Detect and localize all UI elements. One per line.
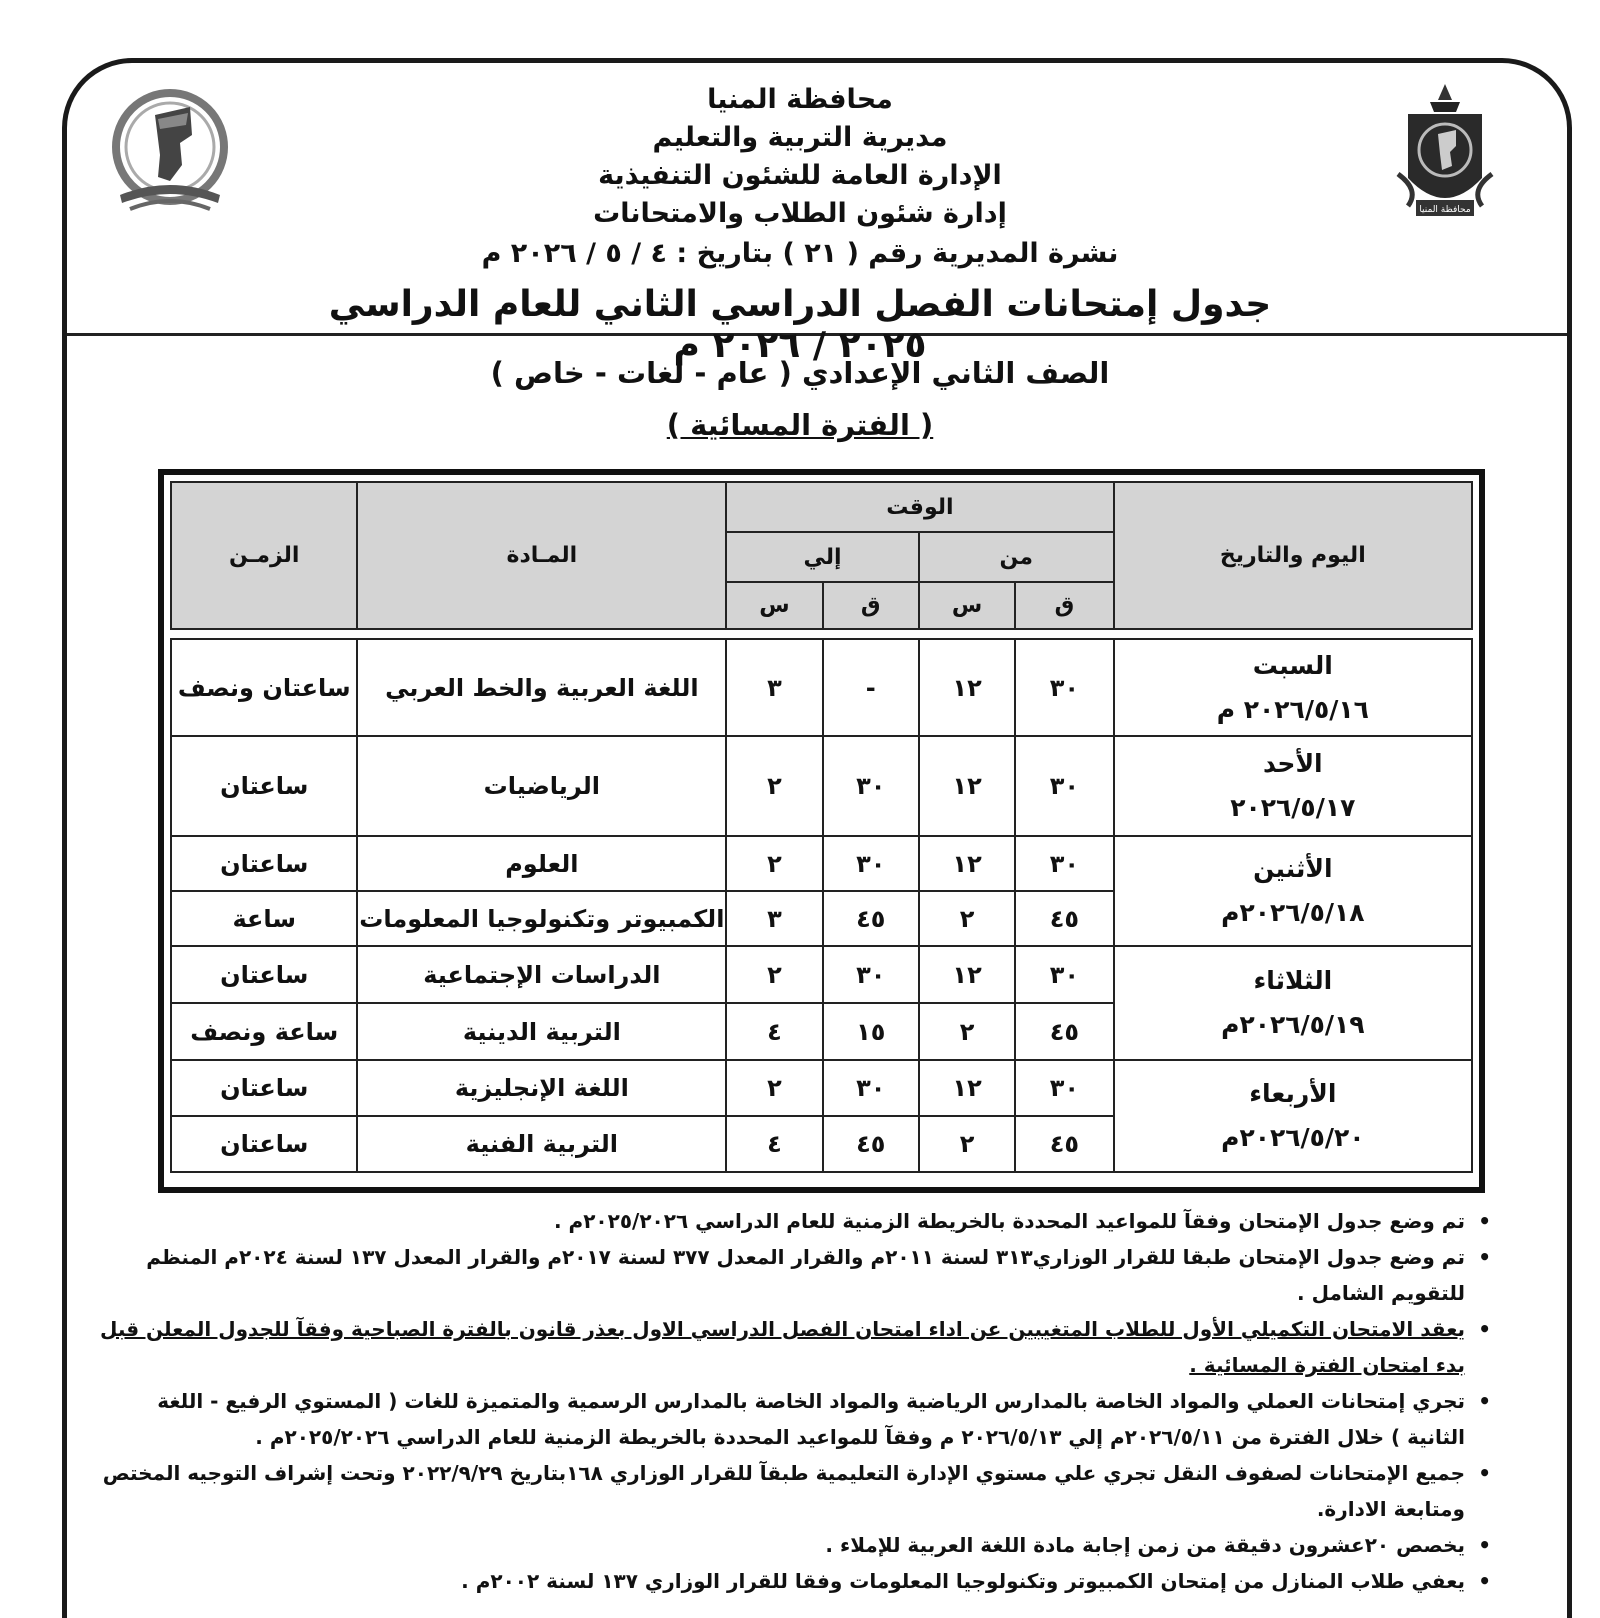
notes-list <box>95 1203 1495 1599</box>
day-date-cell <box>1114 1060 1472 1172</box>
document-title: جدول إمتحانات الفصل الدراسي الثاني للعام الدراسي ٢٠٢٥ / ٢٠٢٦ م <box>328 284 1272 366</box>
to-hour: ٢ <box>726 1060 822 1116</box>
table-row <box>171 639 1472 736</box>
subject: التربية الفنية <box>357 1116 726 1172</box>
from-minutes: ٣٠ <box>1015 639 1113 736</box>
to-minutes: ١٥ <box>823 1003 919 1060</box>
table-row <box>171 946 1472 1003</box>
from-hour: ١٢ <box>919 1060 1015 1116</box>
logo-caption: محافظة المنيا <box>1419 205 1471 215</box>
header-to: إلي <box>726 532 919 582</box>
to-hour: ٤ <box>726 1003 822 1060</box>
day-date-cell <box>1114 946 1472 1060</box>
note-item: • يخصص ٢٠عشرون دقيقة من زمن إجابة مادة اللغة العربية للإملاء . <box>95 1527 1495 1563</box>
to-minutes: ٣٠ <box>823 1060 919 1116</box>
grade-title: الصف الثاني الإعدادي ( عام - لغات - خاص ) <box>490 356 1110 390</box>
duration: ساعتان <box>171 1060 357 1116</box>
from-hour: ١٢ <box>919 736 1015 836</box>
subject: اللغة الإنجليزية <box>357 1060 726 1116</box>
subject: العلوم <box>357 836 726 891</box>
day-name: الأحد <box>1262 749 1323 778</box>
header-to-min: ق <box>823 582 919 629</box>
note-item: • تم وضع جدول الإمتحان وفقآ للمواعيد المحددة بالخريطة الزمنية للعام الدراسي ٢٠٢٥/٢٠٢٦م . <box>95 1203 1495 1239</box>
duration: ساعة <box>171 891 357 946</box>
header-from: من <box>919 532 1114 582</box>
duration: ساعتان ونصف <box>171 639 357 736</box>
from-hour: ٢ <box>919 891 1015 946</box>
to-hour: ٣ <box>726 891 822 946</box>
from-minutes: ٣٠ <box>1015 836 1113 891</box>
to-hour: ٣ <box>726 639 822 736</box>
period-label: ( الفترة المسائية ) <box>666 408 934 442</box>
minya-governorate-shield-logo <box>1390 78 1500 228</box>
header-from-hour: س <box>919 582 1015 629</box>
table-row <box>171 836 1472 891</box>
governorate-name: محافظة المنيا <box>707 84 893 115</box>
day-date-cell <box>1114 836 1472 946</box>
subject: اللغة العربية والخط العربي <box>357 639 726 736</box>
exam-date: ٢٠٢٦/٥/١٨م <box>1221 898 1365 927</box>
note-item: • تجري إمتحانات العملي والمواد الخاصة بالمدارس الرياضية والمواد الخاصة بالمدارس الرسمية والمتميزة للغات ( المستوي الرفيع - اللغة الثانية ) خلال الفترة من ٢٠٢٦/٥/١١م إلي ٢٠٢٦/٥/١٣ م وفقآ للمواعيد المحددة بالخريطة الزمنية للعام الدراسي ٢٠٢٥/٢٠٢٦م . <box>95 1383 1495 1455</box>
nefertiti-emblem-logo <box>100 85 240 225</box>
subject: الرياضيات <box>357 736 726 836</box>
to-hour: ٢ <box>726 736 822 836</box>
from-minutes: ٣٠ <box>1015 1060 1113 1116</box>
from-hour: ٢ <box>919 1116 1015 1172</box>
from-hour: ١٢ <box>919 639 1015 736</box>
header-duration: الزمـن <box>171 482 357 629</box>
from-minutes: ٤٥ <box>1015 891 1113 946</box>
day-name: الأثنين <box>1253 854 1333 883</box>
from-minutes: ٤٥ <box>1015 1116 1113 1172</box>
period-title <box>300 408 1300 442</box>
duration: ساعتان <box>171 736 357 836</box>
exam-schedule-table-frame <box>158 469 1485 1193</box>
from-hour: ٢ <box>919 1003 1015 1060</box>
from-hour: ١٢ <box>919 946 1015 1003</box>
subject: التربية الدينية <box>357 1003 726 1060</box>
table-row <box>171 736 1472 836</box>
subject: الدراسات الإجتماعية <box>357 946 726 1003</box>
to-minutes: ٣٠ <box>823 736 919 836</box>
exam-date: ٢٠٢٦/٥/١٩م <box>1221 1010 1365 1039</box>
bulletin-number-date: نشرة المديرية رقم ( ٢١ ) بتاريخ : ٤ / ٥ / ٢٠٢٦ م <box>481 238 1119 269</box>
day-date-cell <box>1114 736 1472 836</box>
header-to-hour: س <box>726 582 822 629</box>
duration: ساعتان <box>171 836 357 891</box>
to-hour: ٢ <box>726 836 822 891</box>
to-minutes: ٤٥ <box>823 891 919 946</box>
day-name: الثلاثاء <box>1253 966 1333 995</box>
note-item: • يعفي طلاب المنازل من إمتحان الكمبيوتر وتكنولوجيا المعلومات وفقا للقرار الوزاري ١٣٧ لسنة ٢٠٠٢م . <box>95 1563 1495 1599</box>
duration: ساعتان <box>171 946 357 1003</box>
directorate-name: مديرية التربية والتعليم <box>652 122 948 153</box>
note-item: • تم وضع جدول الإمتحان طبقا للقرار الوزاري٣١٣ لسنة ٢٠١١م والقرار المعدل ٣٧٧ لسنة ٢٠١٧م والقرار المعدل ١٣٧ لسنة ٢٠٢٤م المنظم للتقويم الشامل . <box>95 1239 1495 1311</box>
header-day-date: اليوم والتاريخ <box>1114 482 1472 629</box>
header-subject: المـادة <box>357 482 726 629</box>
from-minutes: ٤٥ <box>1015 1003 1113 1060</box>
to-minutes: ٣٠ <box>823 946 919 1003</box>
exam-date: ٢٠٢٦/٥/١٦ م <box>1216 694 1369 724</box>
from-hour: ١٢ <box>919 836 1015 891</box>
duration: ساعتان <box>171 1116 357 1172</box>
header-time: الوقت <box>726 482 1113 532</box>
general-administration: الإدارة العامة للشئون التنفيذية <box>598 160 1002 191</box>
exam-date: ٢٠٢٦/٥/١٧ <box>1230 793 1356 822</box>
note-item <box>95 1311 1495 1383</box>
duration: ساعة ونصف <box>171 1003 357 1060</box>
from-minutes: ٣٠ <box>1015 946 1113 1003</box>
to-minutes: ٤٥ <box>823 1116 919 1172</box>
from-minutes: ٣٠ <box>1015 736 1113 836</box>
day-name: الأربعاء <box>1249 1079 1337 1108</box>
day-date-cell <box>1114 639 1472 736</box>
subject: الكمبيوتر وتكنولوجيا المعلومات <box>357 891 726 946</box>
exam-schedule-table <box>170 481 1473 1173</box>
to-hour: ٢ <box>726 946 822 1003</box>
note-text: يعقد الامتحان التكميلي الأول للطلاب المتغيبين عن اداء امتحان الفصل الدراسي الاول بعذر قانون بالفترة الصباحية وفقآ للجدول المعلن قبل بدء امتحان الفترة المسائية . <box>99 1317 1465 1377</box>
to-minutes: ٣٠ <box>823 836 919 891</box>
students-exams-administration: إدارة شئون الطلاب والامتحانات <box>593 198 1007 229</box>
header-from-min: ق <box>1015 582 1113 629</box>
note-item: • جميع الإمتحانات لصفوف النقل تجري علي مستوي الإدارة التعليمية طبقآ للقرار الوزاري ١٦٨بتاريخ ٢٠٢٢/٩/٢٩ وتحت إشراف التوجيه المختص ومتابعة الادارة. <box>95 1455 1495 1527</box>
table-row <box>171 1060 1472 1116</box>
exam-date: ٢٠٢٦/٥/٢٠م <box>1221 1123 1365 1152</box>
to-hour: ٤ <box>726 1116 822 1172</box>
to-minutes: - <box>823 639 919 736</box>
day-name: السبت <box>1252 650 1333 680</box>
